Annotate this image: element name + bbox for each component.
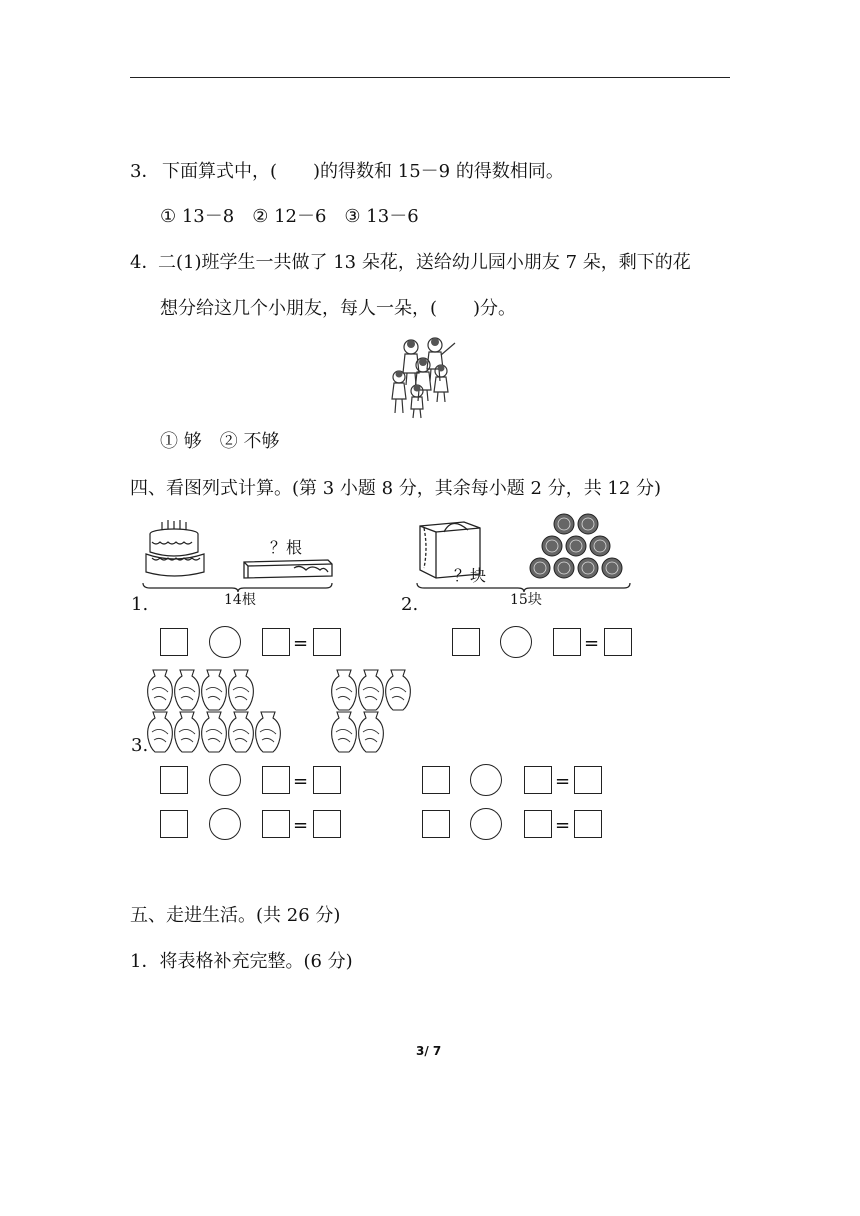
q3-stem: 下面算式中，( )的得数和 15－9 的得数相同。	[162, 161, 564, 182]
answer-box[interactable]	[160, 628, 188, 656]
answer-box[interactable]	[262, 810, 290, 838]
answer-box[interactable]	[422, 766, 450, 794]
p2-total-label: 15块	[510, 592, 542, 608]
p2-question-label: ？块	[454, 566, 487, 585]
equals-sign: =	[293, 771, 309, 792]
q4-line1: 二(1)班学生一共做了 13 朵花，送给幼儿园小朋友 7 朵，剩下的花	[158, 252, 691, 273]
p3-number: 3.	[131, 735, 149, 756]
answer-box[interactable]	[553, 628, 581, 656]
mooncake-pyramid	[530, 514, 622, 578]
q3-options: ① 13－8 ② 12－6 ③ 13－6	[160, 206, 419, 227]
p1-number: 1.	[131, 594, 149, 615]
vases-right-group	[328, 668, 418, 754]
section4-title: 四、看图列式计算。(第 3 小题 8 分，其余每小题 2 分，共 12 分)	[130, 478, 662, 499]
operator-circle[interactable]	[500, 626, 532, 658]
section5-q1: 1．将表格补充完整。(6 分)	[130, 951, 353, 972]
answer-box[interactable]	[524, 810, 552, 838]
answer-box[interactable]	[604, 628, 632, 656]
equals-sign: =	[555, 771, 571, 792]
equals-sign: =	[584, 633, 600, 654]
answer-box[interactable]	[160, 766, 188, 794]
candle-box-illustration	[242, 556, 334, 580]
answer-box[interactable]	[452, 628, 480, 656]
q4-options: ① 够 ② 不够	[160, 431, 280, 452]
p2-number: 2.	[401, 594, 419, 615]
p1-total-label: 14根	[224, 592, 256, 608]
answer-box[interactable]	[262, 766, 290, 794]
operator-circle[interactable]	[209, 808, 241, 840]
answer-box[interactable]	[160, 810, 188, 838]
operator-circle[interactable]	[209, 626, 241, 658]
top-rule	[130, 77, 730, 78]
section5-title: 五、走进生活。(共 26 分)	[130, 905, 341, 926]
equals-sign: =	[555, 815, 571, 836]
answer-box[interactable]	[574, 810, 602, 838]
answer-box[interactable]	[524, 766, 552, 794]
mooncakes-illustration	[520, 512, 632, 582]
children-illustration	[385, 335, 475, 420]
answer-box[interactable]	[313, 628, 341, 656]
equals-sign: =	[293, 815, 309, 836]
p1-question-label: ？根	[270, 538, 303, 557]
q3-number: 3．	[130, 161, 160, 182]
operator-circle[interactable]	[209, 764, 241, 796]
equals-sign: =	[293, 633, 309, 654]
operator-circle[interactable]	[470, 808, 502, 840]
q4-line2: 想分给这几个小朋友，每人一朵，( )分。	[160, 298, 517, 319]
answer-box[interactable]	[313, 766, 341, 794]
cake-illustration	[142, 518, 210, 580]
operator-circle[interactable]	[470, 764, 502, 796]
answer-box[interactable]	[422, 810, 450, 838]
vases-left-group	[144, 668, 284, 754]
q4-number: 4．	[130, 252, 160, 273]
page-number: 3/ 7	[416, 1044, 442, 1058]
answer-box[interactable]	[313, 810, 341, 838]
answer-box[interactable]	[574, 766, 602, 794]
answer-box[interactable]	[262, 628, 290, 656]
